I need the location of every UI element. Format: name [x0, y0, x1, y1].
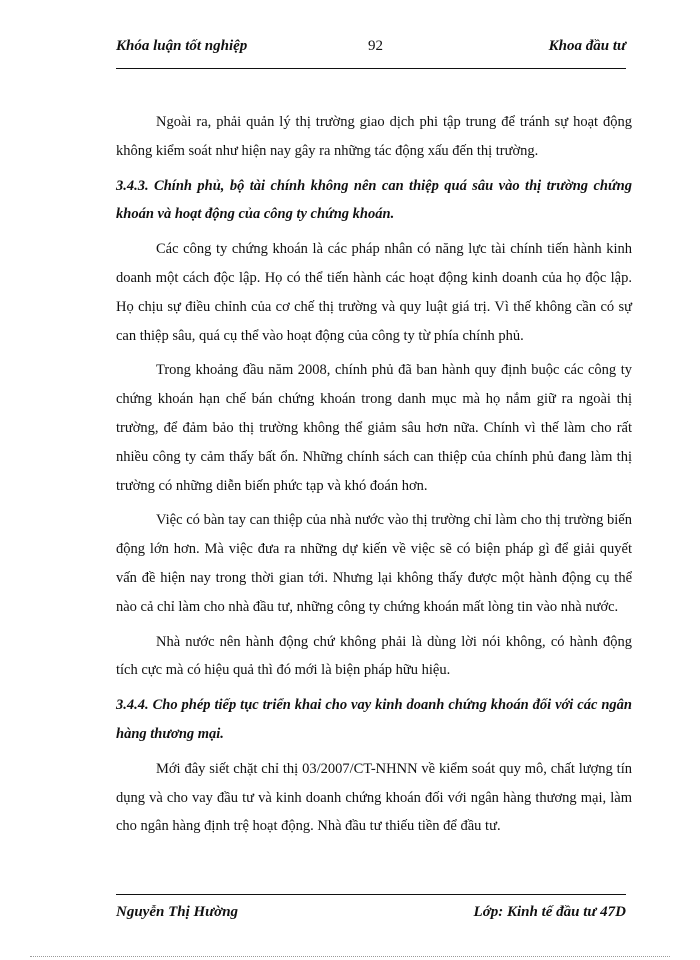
- section-heading-3-4-4: 3.4.4. Cho phép tiếp tục triển khai cho vay kinh doanh chứng khoán đối với các ngân hàng thương mại.: [116, 697, 632, 742]
- paragraph-1: Ngoài ra, phải quản lý thị trường giao dịch phi tập trung để tránh sự hoạt động không kiểm soát như hiện nay gây ra những tác động xấu đến thị trường.: [116, 114, 632, 159]
- header-faculty-label: Khoa đầu tư: [548, 38, 626, 54]
- paragraph-3: Trong khoảng đầu năm 2008, chính phủ đã ban hành quy định buộc các công ty chứng khoán hạn chế bán chứng khoán trong danh mục mà họ nắm giữ ra ngoài thị trường, để đảm bảo thị trường không thể giảm sâu hơn nữa. Chính vì thế làm cho rất nhiều công ty cảm thấy bất ổn. Những chính sách can thiệp của chính phủ đang làm thị trường có những diễn biến phức tạp và khó đoán hơn.: [116, 362, 632, 494]
- page-bottom-divider: [30, 956, 670, 957]
- footer-class: Lớp: Kinh tế đầu tư 47D: [473, 904, 626, 920]
- footer-author: Nguyễn Thị Hường: [116, 904, 239, 920]
- paragraph-6: Mới đây siết chặt chỉ thị 03/2007/CT-NHNN về kiểm soát quy mô, chất lượng tín dụng và cho vay đầu tư và kinh doanh chứng khoán đối với ngân hàng thương mại, làm cho ngân hàng định trệ hoạt động. Nhà đầu tư thiếu tiền để đầu tư.: [116, 760, 632, 835]
- paragraph-4: Việc có bàn tay can thiệp của nhà nước vào thị trường chỉ làm cho thị trường biến động lớn hơn. Mà việc đưa ra những dự kiến về việc sẽ có biện pháp gì để giải quyết vấn đề hiện nay trong thời gian tới. Nhưng lại không thấy được một hành động cụ thể nào cả chỉ làm cho nhà đầu tư, những công ty chứng khoán mất lòng tin vào nhà nước.: [116, 512, 632, 615]
- header-thesis-label: Khóa luận tốt nghiệp: [116, 38, 248, 54]
- page-body: [116, 108, 632, 847]
- page-number: 92: [368, 38, 383, 54]
- paragraph-5: Nhà nước nên hành động chứ không phải là dùng lời nói không, có hành động tích cực mà có hiệu quả thì đó mới là biện pháp hữu hiệu.: [116, 633, 632, 679]
- page-footer: [116, 904, 626, 924]
- page-header: [116, 38, 626, 58]
- section-heading-3-4-3: 3.4.3. Chính phủ, bộ tài chính không nên can thiệp quá sâu vào thị trường chứng khoán và hoạt động của công ty chứng khoán.: [116, 177, 632, 223]
- footer-rule: [116, 894, 626, 895]
- header-rule: [116, 68, 626, 69]
- paragraph-2: Các công ty chứng khoán là các pháp nhân có năng lực tài chính tiến hành kinh doanh một cách độc lập. Họ có thể tiến hành các hoạt động kinh doanh của họ độc lập. Họ chịu sự điều chỉnh của cơ chế thị trường và quy luật giá trị. Vì thế không cần có sự can thiệp sâu, quá cụ thể vào hoạt động của công ty từ phía chính phủ.: [116, 241, 632, 344]
